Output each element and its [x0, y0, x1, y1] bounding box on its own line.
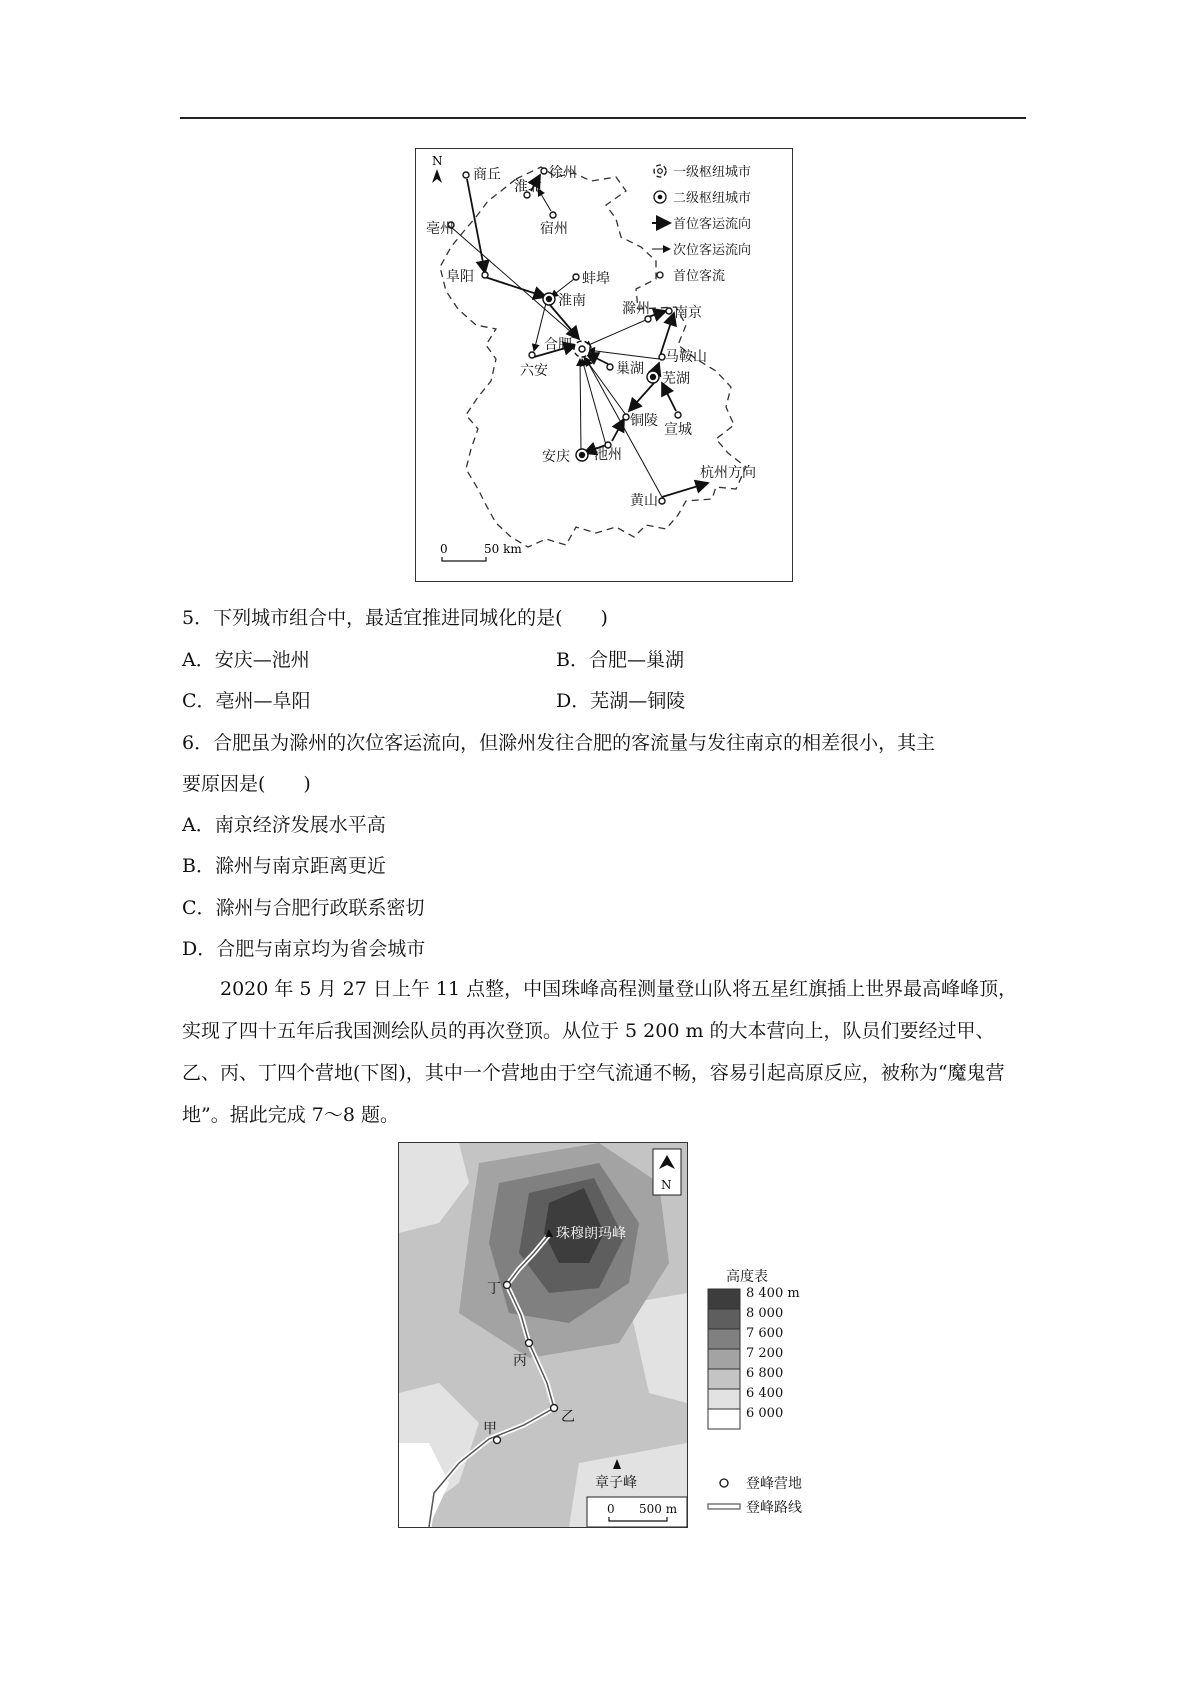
camp-jia-marker [494, 1437, 501, 1444]
elevation-label: 6 000 [746, 1406, 784, 1421]
camp-bing-label: 丙 [513, 1353, 527, 1369]
elevation-swatch [708, 1409, 740, 1429]
elevation-swatch [708, 1349, 740, 1369]
q6-option-c: C．滁州与合肥行政联系密切 [182, 897, 425, 919]
elevation-swatch [708, 1329, 740, 1349]
north-arrow-icon-2 [653, 1149, 681, 1195]
city-label-wuhu: 芜湖 [662, 371, 690, 387]
elevation-label: 6 800 [746, 1366, 784, 1381]
city-label-huangshan: 黄山 [630, 493, 658, 509]
q5-option-a: A．安庆—池州 [182, 649, 310, 671]
city-label-xuzhou: 徐州 [549, 165, 577, 181]
elevation-swatch [708, 1369, 740, 1389]
elevation-label: 6 400 [746, 1386, 784, 1401]
elevation-swatch [708, 1389, 740, 1409]
city-label-hangzhou: 杭州方向 [700, 465, 756, 481]
zhangzi-label: 章子峰 [595, 1475, 637, 1491]
elevation-label: 8 000 [746, 1306, 784, 1321]
city-label-huaibei: 淮北 [514, 179, 542, 195]
elevation-legend [700, 1265, 860, 1535]
city-label-hefei: 合肥 [544, 337, 572, 353]
city-label-nanjing: 南京 [674, 305, 702, 321]
q6-stem-line2: 要原因是( ) [182, 773, 311, 795]
camp-bing-marker [526, 1340, 533, 1347]
city-label-bozhou: 亳州 [426, 221, 454, 237]
svg-text:N: N [661, 1178, 672, 1192]
header-rule [180, 117, 1026, 119]
city-label-anqing: 安庆 [542, 449, 570, 465]
q6-stem-line1: 6．合肥虽为滁州的次位客运流向，但滁州发往合肥的客流量与发往南京的相差很小，其主 [182, 732, 936, 754]
everest-camp-map-svg [399, 1143, 687, 1527]
q5-option-d: D．芜湖—铜陵 [556, 690, 686, 712]
passenger-flow-map-svg [416, 149, 792, 581]
everest-label: 珠穆朗玛峰 [556, 1226, 626, 1242]
camp-jia-label: 甲 [483, 1421, 497, 1437]
q6-option-b: B．滁州与南京距离更近 [182, 855, 386, 877]
legend-camp-label: 登峰营地 [746, 1476, 802, 1492]
city-label-bengbu: 蚌埠 [582, 271, 610, 287]
camp-ding-marker [504, 1282, 511, 1289]
city-label-chuzhou: 滁州 [622, 301, 650, 317]
city-label-chizhou: 池州 [594, 447, 622, 463]
svg-text:首位客运流向: 首位客运流向 [673, 217, 752, 232]
legend-route-icon [708, 1504, 740, 1509]
svg-text:50 km: 50 km [484, 542, 522, 556]
map1-legend [652, 164, 751, 284]
elevation-swatch [708, 1309, 740, 1329]
passenger-flow-map [415, 148, 793, 582]
passage-paragraph: 2020 年 5 月 27 日上午 11 点整，中国珠峰高程测量登山队将五星红旗插上世界最高峰峰顶，实现了四十五年后我国测绘队员的再次登顶。从位于 5 200 m 的大本营向上，队员们要经过甲、乙、丙、丁四个营地(下图)，其中一个营地由于空气流通不畅，容易引起高原反应，被称为“魔鬼营地”。据此完成 7～8 题。 [182, 978, 1018, 1126]
camp-yi-label: 乙 [561, 1409, 575, 1425]
camp-yi-marker [551, 1405, 558, 1412]
city-label-xuancheng: 宣城 [664, 422, 692, 438]
elevation-label: 8 400 m [746, 1286, 800, 1301]
q6-option-a: A．南京经济发展水平高 [182, 814, 386, 836]
elevation-label: 7 200 [746, 1346, 784, 1361]
svg-text:N: N [432, 154, 443, 168]
svg-text:500 m: 500 m [639, 1502, 678, 1516]
svg-text:二级枢纽城市: 二级枢纽城市 [673, 191, 752, 206]
q6-option-d: D．合肥与南京均为省会城市 [182, 938, 426, 960]
city-label-suzhou: 宿州 [540, 221, 568, 237]
legend-route-label: 登峰路线 [746, 1500, 802, 1516]
city-label-fuyang: 阜阳 [446, 269, 474, 285]
legend-title: 高度表 [726, 1269, 768, 1285]
elevation-label: 7 600 [746, 1326, 784, 1341]
city-label-huainan: 淮南 [558, 293, 586, 309]
city-label-chaohu: 巢湖 [616, 361, 644, 377]
q5-option-c: C．亳州—阜阳 [182, 690, 311, 712]
svg-text:首位客流: 首位客流 [673, 269, 726, 284]
city-label-shangqiu: 商丘 [473, 167, 501, 183]
scale-bar-2 [587, 1497, 687, 1527]
city-label-luan: 六安 [520, 363, 548, 379]
q5-option-b: B．合肥—巢湖 [556, 649, 684, 671]
svg-text:0: 0 [440, 542, 448, 556]
q5-stem: 5．下列城市组合中，最适宜推进同城化的是( ) [182, 607, 608, 629]
city-label-tongling: 铜陵 [630, 413, 658, 429]
svg-text:0: 0 [607, 1502, 615, 1516]
elevation-swatch [708, 1289, 740, 1309]
north-arrow-icon [432, 154, 443, 183]
camp-ding-label: 丁 [487, 1281, 501, 1297]
legend-camp-icon [720, 1479, 728, 1487]
svg-text:次位客运流向: 次位客运流向 [673, 243, 752, 258]
everest-camp-map [398, 1142, 688, 1528]
scale-bar [440, 542, 522, 561]
svg-text:一级枢纽城市: 一级枢纽城市 [673, 165, 752, 180]
city-label-maanshan: 马鞍山 [665, 349, 707, 365]
